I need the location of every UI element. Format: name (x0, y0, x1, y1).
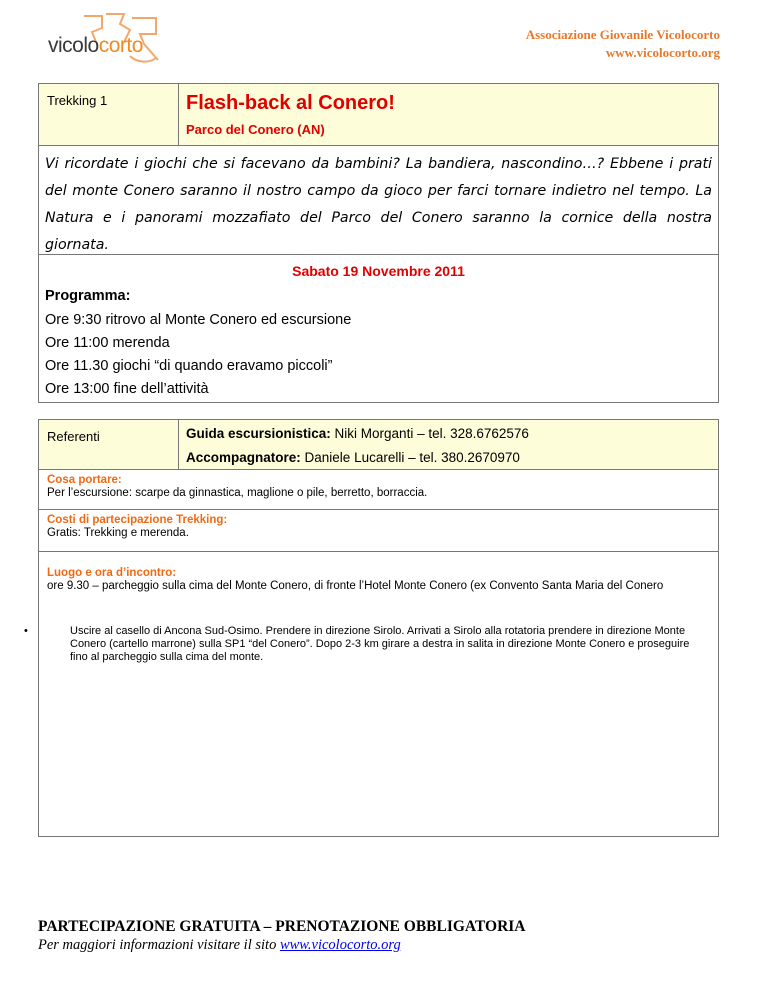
trekking-title-cell (179, 84, 718, 146)
association-name: Associazione Giovanile Vicolocorto (525, 27, 720, 42)
companion-value: Daniele Lucarelli – tel. 380.2670970 (300, 450, 520, 465)
vicolocorto-logo (44, 12, 174, 68)
footer-notice: PARTECIPAZIONE GRATUITA – PRENOTAZIONE OBBLIGATORIA (38, 918, 526, 935)
program-item: Ore 13:00 fine dell’attività (45, 381, 209, 397)
footer-info-text: Per maggiori informazioni visitare il sito (38, 937, 280, 953)
trekking-label: Trekking 1 (39, 84, 179, 146)
logo-text-part2: corto (98, 34, 143, 57)
program-item: Ore 11.30 giochi “di quando eravamo piccoli” (45, 358, 333, 374)
meeting-section (39, 552, 718, 612)
footer-info (38, 937, 401, 954)
bring-section (39, 470, 718, 510)
trekking-table (38, 83, 719, 403)
companion-label: Accompagnatore: (186, 450, 301, 465)
directions-list-item (18, 625, 698, 664)
guide-label: Guida escursionistica: (186, 426, 331, 441)
bullet-icon: • (24, 625, 28, 637)
companion-row (179, 445, 718, 470)
association-url: www.vicolocorto.org (605, 45, 720, 60)
directions-text: Uscire al casello di Ancona Sud-Osimo. Prendere in direzione Sirolo. Arrivati a Sirolo alla rotatoria prendere in direzione Monte Conero (cartello marrone) sulla SP1 “del Conero”. Dopo 2-3 km girare a destra in salita in direzione Monte Conero e proseguire fino al parcheggio sulla cima del monte. (70, 625, 690, 663)
event-title: Flash-back al Conero! (186, 92, 395, 114)
website-link[interactable]: www.vicolocorto.org (279, 937, 401, 953)
program-heading: Programma: (45, 288, 131, 304)
costs-section (39, 510, 718, 552)
guide-row (179, 420, 718, 445)
bring-text: Per l’escursione: scarpe da ginnastica, maglione o pile, berretto, borraccia. (47, 487, 428, 499)
logo-wordmark (48, 34, 143, 58)
referents-label: Referenti (39, 420, 179, 470)
bring-heading: Cosa portare: (47, 474, 122, 486)
event-date: Sabato 19 Novembre 2011 (292, 263, 465, 279)
costs-text: Gratis: Trekking e merenda. (47, 527, 189, 539)
event-description: Vi ricordate i giochi che si facevano da bambini? La bandiera, nascondino…? Ebbene i prati del monte Conero saranno il nostro campo da gioco per farci tornare indietro nel tempo. La Natura e i panorami mozzafiato del Parco del Conero saranno la cornice della nostra giornata. (39, 146, 718, 255)
program-item: Ore 9:30 ritrovo al Monte Conero ed escursione (45, 312, 352, 328)
costs-heading: Costi di partecipazione Trekking: (47, 514, 228, 526)
program-section (39, 255, 718, 402)
meeting-text: ore 9.30 – parcheggio sulla cima del Monte Conero, di fronte l’Hotel Monte Conero (ex Convento Santa Maria del Conero (47, 580, 664, 592)
program-item: Ore 11:00 merenda (45, 335, 170, 351)
event-location: Parco del Conero (AN) (186, 122, 325, 137)
guide-value: Niki Morganti – tel. 328.6762576 (330, 426, 529, 441)
meeting-heading: Luogo e ora d’incontro: (47, 567, 177, 579)
association-block (526, 26, 720, 62)
logo-text-part1: vicolo (48, 34, 99, 57)
